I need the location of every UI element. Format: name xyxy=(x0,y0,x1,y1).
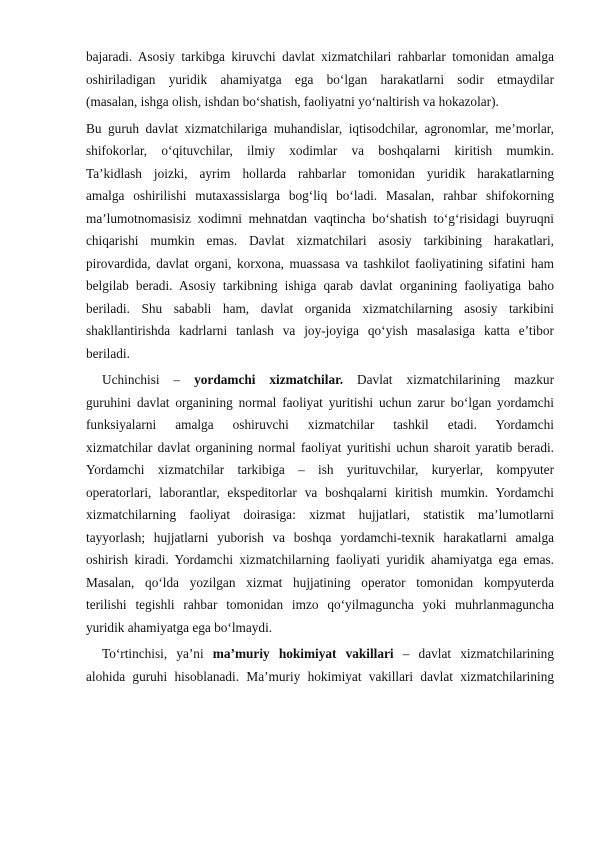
text-line: operatorlari, laborantlar, ekspeditorlar va boshqalarni kiritish mumkin. Yordamchi xyxy=(86,484,554,500)
text-line: ma’lumotnomasisiz xodimni mehnatdan vaqtincha bo‘shatish to‘g‘risidagi buyruqni xyxy=(86,210,554,226)
text-run: Davlat xizmatchilarining mazkur xyxy=(343,372,555,387)
text-line: chiqarishi mumkin emas. Davlat xizmatchilari asosiy tarkibining harakatlari, xyxy=(86,233,554,248)
text-line: yuridik ahamiyatga ega bo‘lmaydi. xyxy=(86,619,273,635)
paragraph xyxy=(86,46,554,114)
text-line: belgilab beradi. Asosiy tarkibning ishiga qarab davlat organining faoliyatiga baho xyxy=(86,278,554,293)
text-line: shakllantirishda kadrlarni tanlash va joy-joyiga qo‘yish masalasiga katta e’tibor xyxy=(86,323,554,338)
text-line: bajaradi. Asosiy tarkibga kiruvchi davlat xizmatchilari rahbarlar tomonidan amalga xyxy=(86,49,554,64)
text-run: Uchinchisi – xyxy=(102,372,195,387)
text-line: (masalan, ishga olish, ishdan bo‘shatish, faoliyatni yo‘naltirish va hokazolar). xyxy=(86,94,499,109)
text-line: terilishi tegishli rahbar tomonidan imzo qo‘yilmaguncha yoki muhrlanmaguncha xyxy=(86,597,554,612)
text-line: xizmatchilar davlat organining normal faoliyat yuritishi uchun sharoit yaratib beradi. xyxy=(86,439,554,455)
text-line: beriladi. Shu sababli ham, davlat organida xizmatchilarning asosiy tarkibini xyxy=(86,300,554,316)
paragraph xyxy=(86,369,554,639)
bold-term: ma’muriy hokimiyat vakillari xyxy=(212,646,394,661)
text-line: oshirish kiradi. Yordamchi xizmatchilarning faoliyati yuridik ahamiyatga ega emas. xyxy=(86,552,554,567)
text-run: – davlat xizmatchilarining xyxy=(393,646,554,661)
text-line: shifokorlar, o‘qituvchilar, ilmiy xodimlar va boshqalarni kiritish mumkin. xyxy=(86,143,554,158)
text-line: xizmatchilarning faoliyat doirasiga: xizmat hujjatlari, statistik ma’lumotlarni xyxy=(86,507,554,522)
text-line: beriladi. xyxy=(86,345,130,361)
document-body xyxy=(86,46,554,688)
text-line: Yordamchi xizmatchilar tarkibiga – ish yurituvchilar, kuryerlar, kompyuter xyxy=(86,462,554,477)
text-line: pirovardida, davlat organi, korxona, muassasa va tashkilot faoliyatining sifatini ham xyxy=(86,255,554,271)
text-line: guruhini davlat organining normal faoliyat yuritishi uchun zarur bo‘lgan yordamchi xyxy=(86,394,554,410)
text-line: alohida guruhi hisoblanadi. Ma’muriy hokimiyat vakillari davlat xizmatchilarining xyxy=(86,668,554,684)
paragraph xyxy=(86,118,554,366)
bold-term: yordamchi xizmatchilar. xyxy=(194,372,344,387)
text-line: funksiyalarni amalga oshiruvchi xizmatchilar tashkil etadi. Yordamchi xyxy=(86,417,554,432)
text-line: tayyorlash; hujjatlarni yuborish va boshqa yordamchi-texnik harakatlarni amalga xyxy=(86,529,554,545)
text-line: Masalan, qo‘lda yozilgan xizmat hujjatining operator tomonidan kompyuterda xyxy=(86,574,554,590)
text-line xyxy=(86,369,554,392)
text-line: Ta’kidlash joizki, ayrim hollarda rahbarlar tomonidan yuridik harakatlarning xyxy=(86,165,554,181)
text-line xyxy=(86,643,554,666)
paragraph xyxy=(86,643,554,688)
text-run: To‘rtinchisi, ya’ni xyxy=(102,646,213,661)
text-line: oshiriladigan yuridik ahamiyatga ega bo‘lgan harakatlarni sodir etmaydilar xyxy=(86,71,554,87)
text-line: amalga oshirilishi mutaxassislarga bog‘liq bo‘ladi. Masalan, rahbar shifokorning xyxy=(86,188,554,203)
text-line: Bu guruh davlat xizmatchilariga muhandislar, iqtisodchilar, agronomlar, me’morlar, xyxy=(86,120,554,136)
